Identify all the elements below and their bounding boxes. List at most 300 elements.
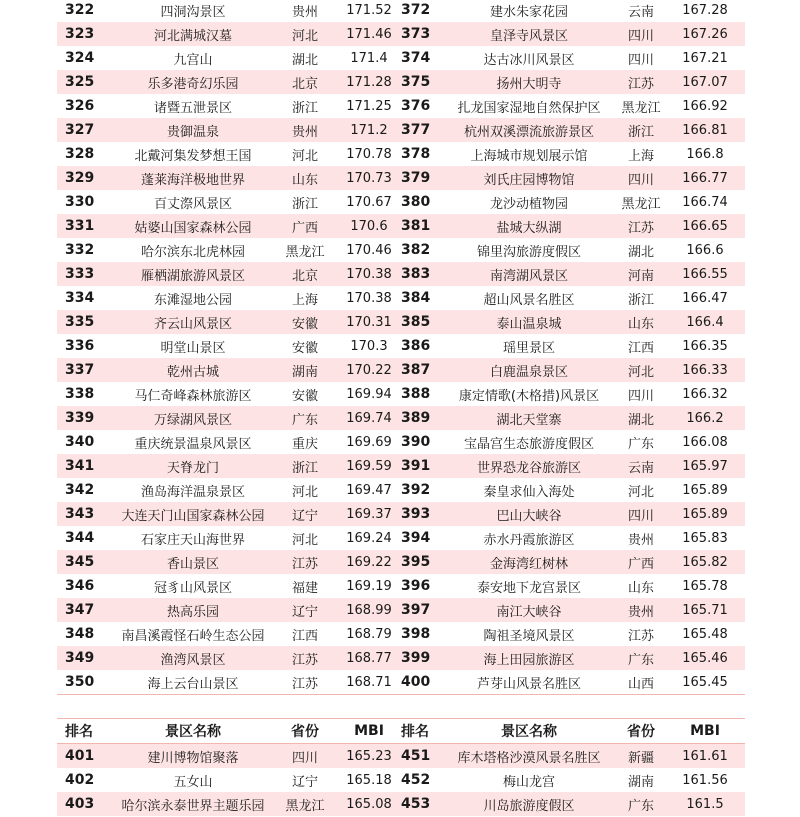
header-province: 省份 <box>291 724 319 740</box>
row-left-half <box>57 94 401 118</box>
row-right-half <box>401 70 745 94</box>
rank-cell: 325 <box>65 74 95 90</box>
row-left-half <box>57 382 401 406</box>
rank-cell: 348 <box>65 626 95 642</box>
province-cell: 黑龙江 <box>621 100 661 116</box>
mbi-cell: 170.38 <box>346 266 392 282</box>
scenic-name-cell: 秦皇求仙入海处 <box>483 484 575 500</box>
province-cell: 河北 <box>291 28 318 44</box>
mbi-cell: 169.74 <box>346 410 392 426</box>
row-right-half <box>401 142 745 166</box>
mbi-cell: 165.89 <box>682 482 728 498</box>
province-cell: 江苏 <box>627 628 654 644</box>
table-row <box>57 478 745 502</box>
rank-cell: 333 <box>65 266 95 282</box>
rank-cell: 389 <box>401 410 431 426</box>
scenic-name-cell: 龙沙动植物园 <box>489 196 568 212</box>
rank-cell: 382 <box>401 242 431 258</box>
row-right-half <box>401 118 745 142</box>
row-right-half <box>401 598 745 622</box>
province-cell: 黑龙江 <box>621 196 661 212</box>
mbi-cell: 168.71 <box>346 674 392 690</box>
row-left-half <box>57 526 401 550</box>
rank-cell: 400 <box>401 674 431 690</box>
scenic-name-cell: 扬州大明寺 <box>496 76 562 92</box>
header-name: 景区名称 <box>501 724 557 740</box>
table-row <box>57 166 745 190</box>
row-left-half <box>57 0 401 22</box>
mbi-cell: 166.35 <box>682 338 728 354</box>
rank-cell: 383 <box>401 266 431 282</box>
province-cell: 浙江 <box>627 292 654 308</box>
row-left-half <box>57 670 401 694</box>
mbi-cell: 171.2 <box>350 122 388 138</box>
scenic-name-cell: 瑶里景区 <box>502 340 555 356</box>
mbi-cell: 170.22 <box>346 362 392 378</box>
rank-cell: 390 <box>401 434 431 450</box>
rank-cell: 332 <box>65 242 95 258</box>
scenic-name-cell: 渔岛海洋温泉景区 <box>140 484 245 500</box>
rank-cell: 378 <box>401 146 431 162</box>
row-right-half <box>401 526 745 550</box>
province-cell: 四川 <box>627 28 654 44</box>
row-left-half <box>57 310 401 334</box>
header-rank: 排名 <box>401 724 429 740</box>
table-row <box>57 262 745 286</box>
mbi-cell: 165.18 <box>346 772 392 788</box>
province-cell: 广东 <box>627 798 654 814</box>
mbi-cell: 165.82 <box>682 554 728 570</box>
rank-cell: 384 <box>401 290 431 306</box>
scenic-name-cell: 皇泽寺风景区 <box>489 28 568 44</box>
province-cell: 河北 <box>291 484 318 500</box>
mbi-cell: 170.38 <box>346 290 392 306</box>
header-province: 省份 <box>627 724 655 740</box>
rank-cell: 399 <box>401 650 431 666</box>
mbi-cell: 169.59 <box>346 458 392 474</box>
mbi-cell: 171.4 <box>350 50 388 66</box>
row-right-half <box>401 358 745 382</box>
rank-cell: 334 <box>65 290 95 306</box>
table-row <box>57 646 745 670</box>
province-cell: 新疆 <box>627 750 654 766</box>
table-row <box>57 430 745 454</box>
rank-cell: 340 <box>65 434 95 450</box>
row-left-half <box>57 190 401 214</box>
rank-cell: 391 <box>401 458 431 474</box>
mbi-cell: 166.08 <box>682 434 728 450</box>
province-cell: 安徽 <box>291 340 318 356</box>
mbi-cell: 171.28 <box>346 74 392 90</box>
rank-cell: 377 <box>401 122 431 138</box>
rank-cell: 376 <box>401 98 431 114</box>
scenic-name-cell: 冠豸山风景区 <box>153 580 232 596</box>
scenic-name-cell: 河北满城汉墓 <box>153 28 232 44</box>
scenic-name-cell: 库木塔格沙漠风景名胜区 <box>457 750 601 766</box>
table-row <box>57 768 745 792</box>
mbi-cell: 165.48 <box>682 626 728 642</box>
rank-cell: 331 <box>65 218 95 234</box>
province-cell: 江苏 <box>291 556 318 572</box>
scenic-name-cell: 海上云台山景区 <box>147 676 239 692</box>
row-left-half <box>57 454 401 478</box>
province-cell: 广西 <box>627 556 654 572</box>
row-left-half <box>57 334 401 358</box>
province-cell: 广东 <box>627 652 654 668</box>
rank-cell: 398 <box>401 626 431 642</box>
row-left-half <box>57 478 401 502</box>
row-left-half <box>57 646 401 670</box>
scenic-name-cell: 南江大峡谷 <box>496 604 562 620</box>
rank-cell: 396 <box>401 578 431 594</box>
table-row <box>57 598 745 622</box>
row-left-half <box>57 598 401 622</box>
row-right-half <box>401 670 745 694</box>
row-left-half <box>57 622 401 646</box>
table-row <box>57 358 745 382</box>
table-row <box>57 0 745 22</box>
row-right-half <box>401 478 745 502</box>
province-cell: 河北 <box>627 484 654 500</box>
province-cell: 江苏 <box>627 76 654 92</box>
row-left-half <box>57 574 401 598</box>
province-cell: 江苏 <box>627 220 654 236</box>
table-row <box>57 744 745 768</box>
mbi-cell: 166.55 <box>682 266 728 282</box>
row-right-half <box>401 502 745 526</box>
province-cell: 四川 <box>627 388 654 404</box>
rank-cell: 392 <box>401 482 431 498</box>
province-cell: 辽宁 <box>291 604 318 620</box>
scenic-name-cell: 康定情歌(木格措)风景区 <box>458 388 600 404</box>
province-cell: 四川 <box>627 52 654 68</box>
scenic-name-cell: 东滩湿地公园 <box>153 292 232 308</box>
rank-cell: 324 <box>65 50 95 66</box>
scenic-name-cell: 蓬莱海洋极地世界 <box>140 172 245 188</box>
scenic-name-cell: 盐城大纵湖 <box>496 220 562 236</box>
rank-cell: 341 <box>65 458 95 474</box>
rank-cell: 372 <box>401 2 431 18</box>
scenic-name-cell: 达古冰川风景区 <box>483 52 575 68</box>
rank-cell: 346 <box>65 578 95 594</box>
province-cell: 浙江 <box>291 196 318 212</box>
mbi-cell: 161.56 <box>682 772 728 788</box>
scenic-name-cell: 乾州古城 <box>166 364 219 380</box>
table-row <box>57 286 745 310</box>
table-row <box>57 190 745 214</box>
table-row <box>57 238 745 262</box>
province-cell: 黑龙江 <box>285 798 325 814</box>
scenic-name-cell: 建水朱家花园 <box>489 4 568 20</box>
table-row <box>57 334 745 358</box>
row-left-half <box>57 142 401 166</box>
rank-cell: 322 <box>65 2 95 18</box>
table-row <box>57 382 745 406</box>
rank-cell: 403 <box>65 796 95 812</box>
mbi-cell: 171.52 <box>346 2 392 18</box>
mbi-cell: 165.71 <box>682 602 728 618</box>
mbi-cell: 165.23 <box>346 748 392 764</box>
table-row <box>57 46 745 70</box>
table-row <box>57 622 745 646</box>
rank-cell: 327 <box>65 122 95 138</box>
table-row <box>57 118 745 142</box>
province-cell: 四川 <box>627 172 654 188</box>
ranking-table-upper <box>57 0 745 695</box>
province-cell: 浙江 <box>291 460 318 476</box>
scenic-name-cell: 大连天门山国家森林公园 <box>121 508 265 524</box>
table-row <box>57 214 745 238</box>
scenic-name-cell: 锦里沟旅游度假区 <box>476 244 581 260</box>
mbi-cell: 165.46 <box>682 650 728 666</box>
table-row <box>57 670 745 694</box>
row-right-half <box>401 334 745 358</box>
mbi-cell: 165.45 <box>682 674 728 690</box>
scenic-name-cell: 梅山龙宫 <box>502 774 555 790</box>
province-cell: 云南 <box>627 4 654 20</box>
scenic-name-cell: 杭州双溪漂流旅游景区 <box>463 124 594 140</box>
mbi-cell: 171.46 <box>346 26 392 42</box>
scenic-name-cell: 建川博物馆聚落 <box>147 750 239 766</box>
mbi-cell: 168.79 <box>346 626 392 642</box>
mbi-cell: 167.26 <box>682 26 728 42</box>
row-right-half <box>401 792 745 816</box>
row-right-half <box>401 768 745 792</box>
row-right-half <box>401 574 745 598</box>
province-cell: 山东 <box>627 316 654 332</box>
province-cell: 广东 <box>291 412 318 428</box>
scenic-name-cell: 哈尔滨东北虎林园 <box>140 244 245 260</box>
scenic-name-cell: 上海城市规划展示馆 <box>470 148 588 164</box>
scenic-name-cell: 石家庄天山海世界 <box>140 532 245 548</box>
row-right-half <box>401 310 745 334</box>
scenic-name-cell: 湖北天堂寨 <box>496 412 562 428</box>
rank-cell: 388 <box>401 386 431 402</box>
province-cell: 贵州 <box>291 124 318 140</box>
rank-cell: 386 <box>401 338 431 354</box>
mbi-cell: 166.92 <box>682 98 728 114</box>
header-mbi: MBI <box>354 723 384 739</box>
province-cell: 江苏 <box>291 652 318 668</box>
rank-cell: 337 <box>65 362 95 378</box>
scenic-name-cell: 海上田园旅游区 <box>483 652 575 668</box>
mbi-cell: 166.47 <box>682 290 728 306</box>
rank-cell: 335 <box>65 314 95 330</box>
province-cell: 湖南 <box>291 364 318 380</box>
scenic-name-cell: 刘氏庄园博物馆 <box>483 172 575 188</box>
province-cell: 湖北 <box>627 412 654 428</box>
scenic-name-cell: 万绿湖风景区 <box>153 412 232 428</box>
header-rank: 排名 <box>65 724 93 740</box>
province-cell: 河北 <box>291 148 318 164</box>
mbi-cell: 169.19 <box>346 578 392 594</box>
mbi-cell: 170.3 <box>350 338 388 354</box>
mbi-cell: 161.61 <box>682 748 728 764</box>
row-left-half <box>57 430 401 454</box>
province-cell: 黑龙江 <box>285 244 325 260</box>
scenic-name-cell: 芦芽山风景名胜区 <box>476 676 581 692</box>
table-row <box>57 94 745 118</box>
table-header-row <box>57 719 745 744</box>
rank-cell: 401 <box>65 748 95 764</box>
scenic-name-cell: 天脊龙门 <box>166 460 219 476</box>
mbi-cell: 166.65 <box>682 218 728 234</box>
mbi-cell: 169.37 <box>346 506 392 522</box>
mbi-cell: 167.28 <box>682 2 728 18</box>
province-cell: 江苏 <box>291 676 318 692</box>
row-left-half <box>57 792 401 816</box>
table-row <box>57 22 745 46</box>
rank-cell: 326 <box>65 98 95 114</box>
table-row <box>57 406 745 430</box>
row-right-half <box>401 190 745 214</box>
rank-cell: 349 <box>65 650 95 666</box>
scenic-name-cell: 雁栖湖旅游风景区 <box>140 268 245 284</box>
row-right-half <box>401 214 745 238</box>
row-right-half <box>401 550 745 574</box>
province-cell: 广西 <box>291 220 318 236</box>
scenic-name-cell: 世界恐龙谷旅游区 <box>476 460 581 476</box>
header-right <box>401 719 745 743</box>
row-left-half <box>57 22 401 46</box>
header-left <box>57 719 401 743</box>
rank-cell: 397 <box>401 602 431 618</box>
mbi-cell: 170.78 <box>346 146 392 162</box>
scenic-name-cell: 齐云山风景区 <box>153 316 232 332</box>
table-row <box>57 574 745 598</box>
row-left-half <box>57 238 401 262</box>
row-left-half <box>57 46 401 70</box>
row-left-half <box>57 70 401 94</box>
row-right-half <box>401 382 745 406</box>
province-cell: 北京 <box>291 268 318 284</box>
row-right-half <box>401 622 745 646</box>
scenic-name-cell: 乐多港奇幻乐园 <box>147 76 239 92</box>
mbi-cell: 169.22 <box>346 554 392 570</box>
rank-cell: 451 <box>401 748 431 764</box>
rank-cell: 338 <box>65 386 95 402</box>
rank-cell: 381 <box>401 218 431 234</box>
province-cell: 上海 <box>627 148 654 164</box>
province-cell: 浙江 <box>291 100 318 116</box>
ranking-table-lower <box>57 718 745 816</box>
province-cell: 河南 <box>627 268 654 284</box>
mbi-cell: 161.5 <box>686 796 724 812</box>
mbi-cell: 165.97 <box>682 458 728 474</box>
row-left-half <box>57 550 401 574</box>
row-right-half <box>401 262 745 286</box>
province-cell: 贵州 <box>291 4 318 20</box>
row-left-half <box>57 166 401 190</box>
rank-cell: 393 <box>401 506 431 522</box>
rank-cell: 387 <box>401 362 431 378</box>
scenic-name-cell: 川岛旅游度假区 <box>483 798 575 814</box>
rank-cell: 339 <box>65 410 95 426</box>
mbi-cell: 171.25 <box>346 98 392 114</box>
province-cell: 河北 <box>627 364 654 380</box>
rank-cell: 347 <box>65 602 95 618</box>
scenic-name-cell: 超山风景名胜区 <box>483 292 575 308</box>
mbi-cell: 170.46 <box>346 242 392 258</box>
scenic-name-cell: 九宫山 <box>173 52 213 68</box>
mbi-cell: 166.32 <box>682 386 728 402</box>
rank-cell: 342 <box>65 482 95 498</box>
province-cell: 江西 <box>627 340 654 356</box>
province-cell: 辽宁 <box>291 508 318 524</box>
table-row <box>57 792 745 816</box>
row-left-half <box>57 214 401 238</box>
row-right-half <box>401 744 745 768</box>
scenic-name-cell: 香山景区 <box>166 556 219 572</box>
rank-cell: 374 <box>401 50 431 66</box>
rank-cell: 344 <box>65 530 95 546</box>
table-row <box>57 70 745 94</box>
province-cell: 重庆 <box>291 436 318 452</box>
row-right-half <box>401 430 745 454</box>
province-cell: 山西 <box>627 676 654 692</box>
province-cell: 山东 <box>291 172 318 188</box>
province-cell: 云南 <box>627 460 654 476</box>
mbi-cell: 170.73 <box>346 170 392 186</box>
scenic-name-cell: 泰山温泉城 <box>496 316 562 332</box>
mbi-cell: 170.31 <box>346 314 392 330</box>
row-left-half <box>57 286 401 310</box>
province-cell: 四川 <box>291 750 318 766</box>
rank-cell: 328 <box>65 146 95 162</box>
mbi-cell: 166.81 <box>682 122 728 138</box>
province-cell: 湖北 <box>627 244 654 260</box>
rank-cell: 336 <box>65 338 95 354</box>
row-left-half <box>57 768 401 792</box>
province-cell: 福建 <box>291 580 318 596</box>
scenic-name-cell: 热高乐园 <box>166 604 219 620</box>
scenic-name-cell: 姑婆山国家森林公园 <box>134 220 252 236</box>
scenic-name-cell: 陶祖圣境风景区 <box>483 628 575 644</box>
scenic-name-cell: 扎龙国家湿地自然保护区 <box>457 100 601 116</box>
rank-cell: 453 <box>401 796 431 812</box>
row-left-half <box>57 502 401 526</box>
mbi-cell: 170.67 <box>346 194 392 210</box>
header-name: 景区名称 <box>165 724 221 740</box>
rank-cell: 402 <box>65 772 95 788</box>
scenic-name-cell: 哈尔滨永泰世界主题乐园 <box>121 798 265 814</box>
table-row <box>57 454 745 478</box>
row-right-half <box>401 238 745 262</box>
mbi-cell: 165.08 <box>346 796 392 812</box>
row-right-half <box>401 454 745 478</box>
rank-cell: 385 <box>401 314 431 330</box>
mbi-cell: 165.83 <box>682 530 728 546</box>
table-row <box>57 502 745 526</box>
table-bottom-border <box>57 694 745 695</box>
mbi-cell: 166.6 <box>686 242 724 258</box>
rank-cell: 343 <box>65 506 95 522</box>
mbi-cell: 166.77 <box>682 170 728 186</box>
row-right-half <box>401 94 745 118</box>
scenic-name-cell: 北戴河集发梦想王国 <box>134 148 252 164</box>
province-cell: 河北 <box>291 532 318 548</box>
scenic-name-cell: 诸暨五泄景区 <box>153 100 232 116</box>
rank-cell: 330 <box>65 194 95 210</box>
province-cell: 四川 <box>627 508 654 524</box>
rank-cell: 329 <box>65 170 95 186</box>
scenic-name-cell: 重庆统景温泉风景区 <box>134 436 252 452</box>
scenic-name-cell: 巴山大峡谷 <box>496 508 562 524</box>
province-cell: 山东 <box>627 580 654 596</box>
scenic-name-cell: 四洞沟景区 <box>160 4 226 20</box>
row-right-half <box>401 22 745 46</box>
row-left-half <box>57 118 401 142</box>
